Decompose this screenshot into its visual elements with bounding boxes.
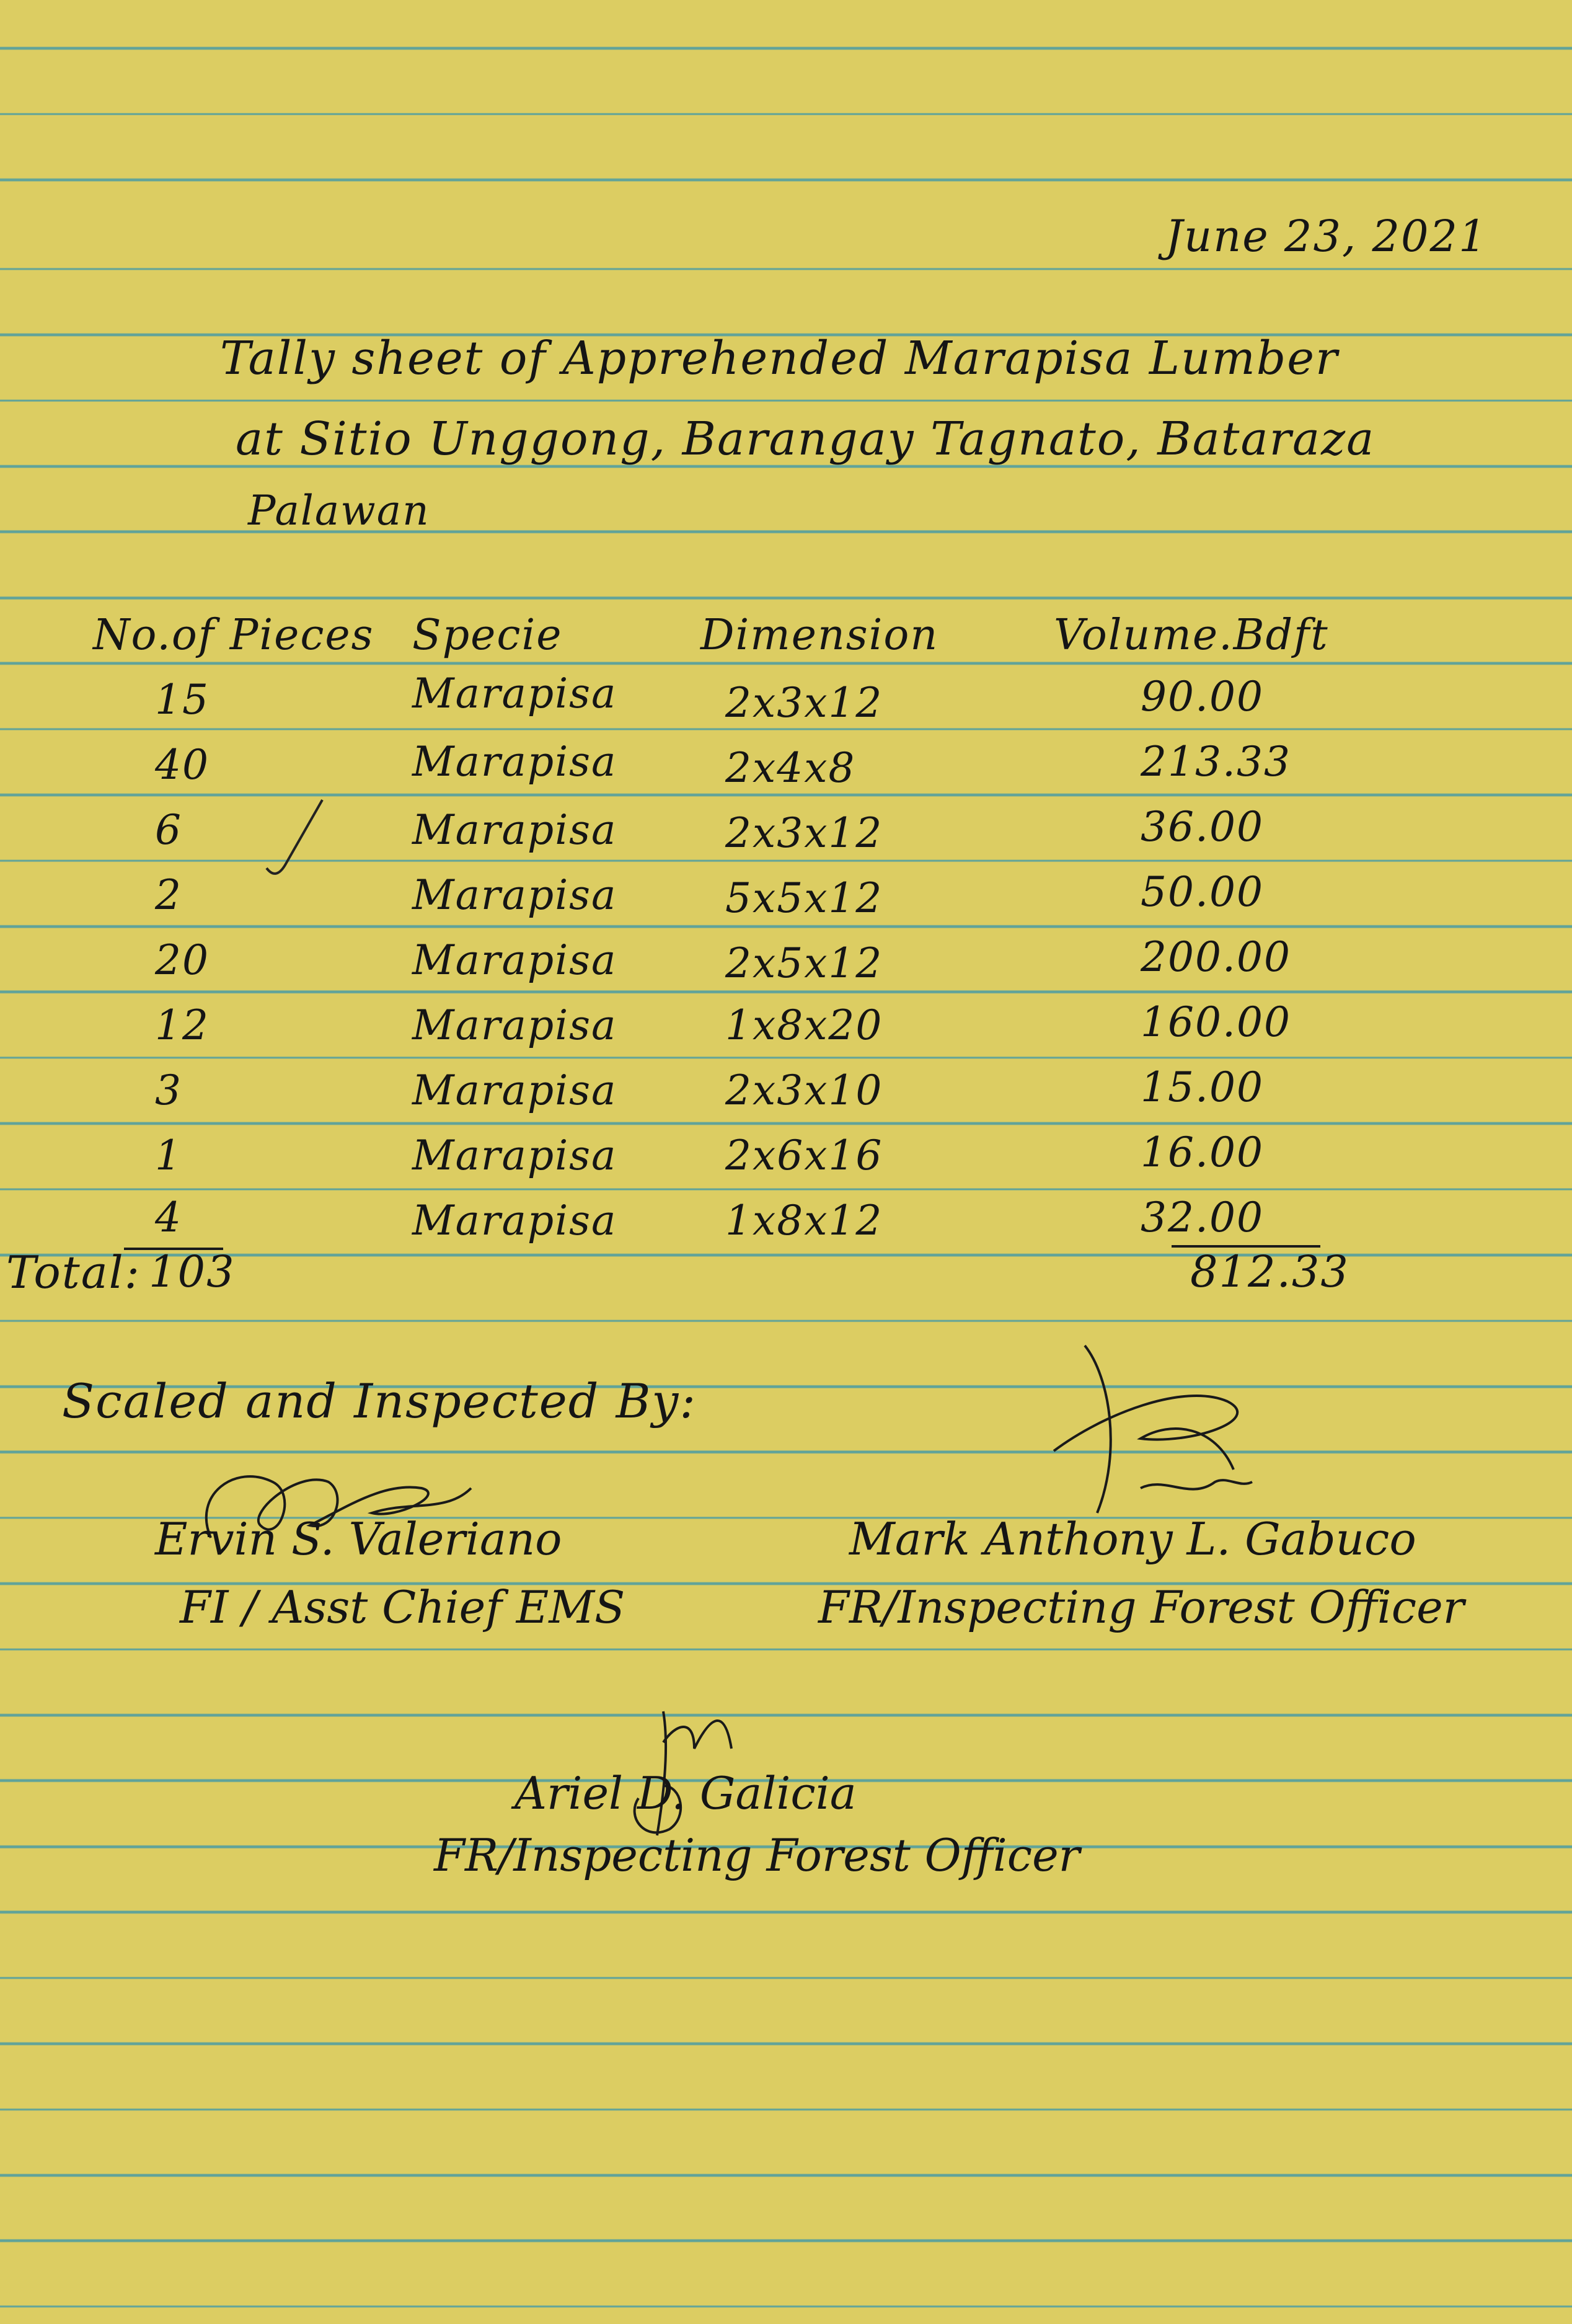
row-dimension: 2x3x10 [725,1067,883,1114]
row-pieces: 4 [155,1194,182,1241]
row-specie: Marapisa [412,738,617,786]
row-volume: 90.00 [1141,673,1264,721]
signatory-title: FR/Inspecting Forest Officer [818,1581,1465,1633]
title-line-1: Tally sheet of Apprehended Marapisa Lumber [220,332,1339,385]
row-volume: 50.00 [1141,868,1264,916]
row-volume: 36.00 [1141,803,1264,851]
row-specie: Marapisa [412,1001,617,1049]
header-dimension: Dimension [700,611,939,660]
row-dimension: 2x4x8 [725,744,856,792]
signatory-name: Ariel D. Galicia [514,1767,857,1819]
row-volume: 16.00 [1141,1129,1264,1176]
row-specie: Marapisa [412,1197,617,1244]
scaled-by-label: Scaled and Inspected By: [62,1373,697,1429]
header-volume: Volume.Bdft [1054,611,1329,660]
total-pieces: 103 [149,1246,236,1297]
row-dimension: 1x8x12 [725,1197,883,1244]
header-pieces: No.of Pieces [93,611,374,660]
row-pieces: 3 [155,1067,182,1114]
row-pieces: 12 [155,1001,210,1049]
signatory-name: Ervin S. Valeriano [155,1513,562,1565]
row-volume: 160.00 [1141,998,1291,1046]
total-label: Total: [6,1246,141,1298]
row-specie: Marapisa [412,936,617,984]
signatory-title: FR/Inspecting Forest Officer [434,1829,1080,1881]
row-volume: 200.00 [1141,933,1291,981]
row-dimension: 5x5x12 [725,874,883,922]
row-dimension: 2x3x12 [725,809,883,857]
row-pieces: 1 [155,1132,182,1179]
title-line-3: Palawan [248,487,430,534]
row-pieces: 40 [155,741,210,789]
row-volume: 15.00 [1141,1063,1264,1111]
row-dimension: 2x6x16 [725,1132,883,1179]
row-specie: Marapisa [412,871,617,919]
signatory-name: Mark Anthony L. Gabuco [849,1513,1416,1565]
title-line-2: at Sitio Unggong, Barangay Tagnato, Bataraza [236,412,1376,466]
row-pieces: 6 [155,806,182,854]
signature-gabuco [1029,1327,1289,1538]
date: June 23, 2021 [1165,211,1488,262]
check-mark-icon [260,794,335,887]
row-pieces: 2 [155,871,182,919]
signatory-title: FI / Asst Chief EMS [180,1581,625,1633]
row-dimension: 1x8x20 [725,1001,883,1049]
row-dimension: 2x3x12 [725,679,883,727]
row-specie: Marapisa [412,1132,617,1179]
row-pieces: 20 [155,936,210,984]
total-volume: 812.33 [1190,1246,1349,1297]
row-pieces: 15 [155,676,210,724]
row-volume: 32.00 [1141,1194,1264,1241]
row-specie: Marapisa [412,1067,617,1114]
row-volume: 213.33 [1141,738,1291,786]
row-specie: Marapisa [412,670,617,717]
row-specie: Marapisa [412,806,617,854]
header-specie: Specie [412,611,563,660]
row-dimension: 2x5x12 [725,939,883,987]
